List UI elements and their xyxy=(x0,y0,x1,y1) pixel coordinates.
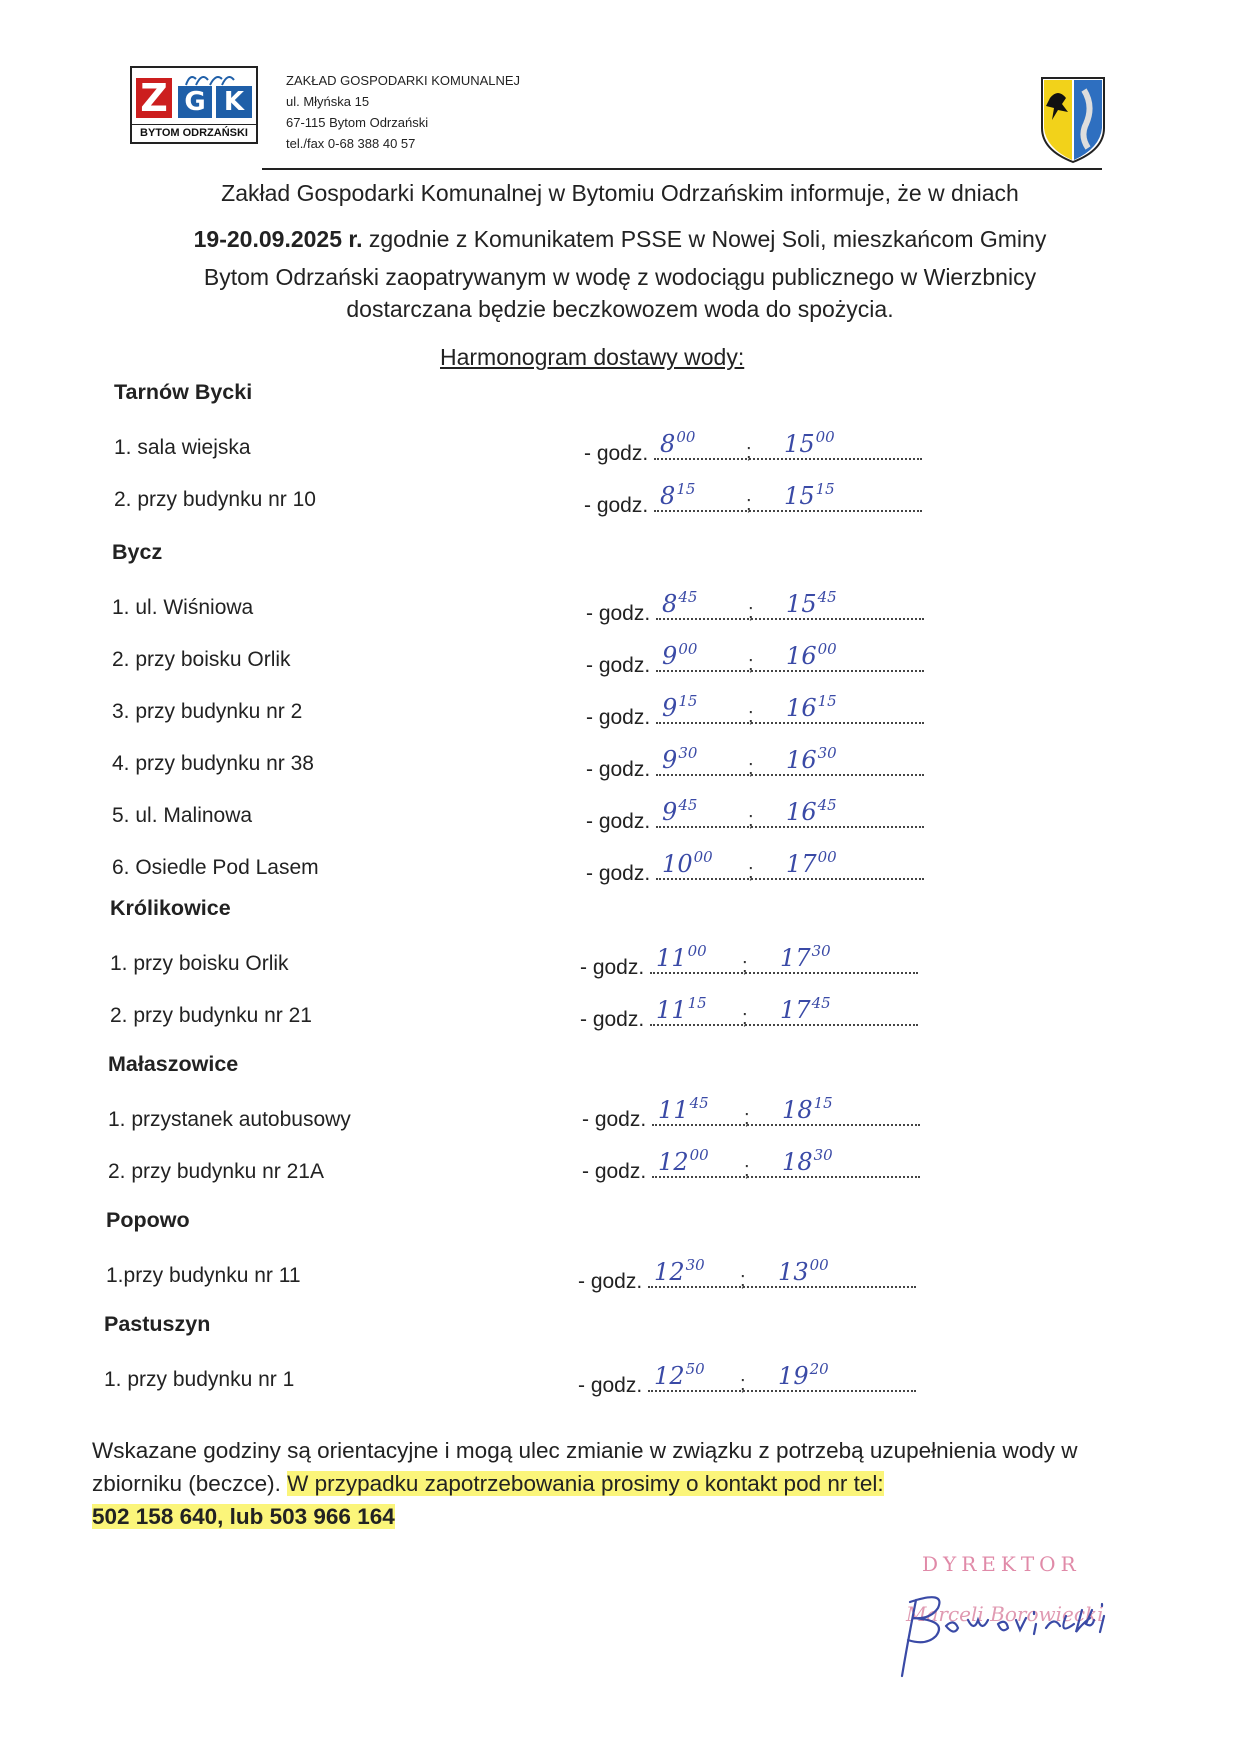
time-to: $15^{00}$ xyxy=(784,428,835,458)
time-line xyxy=(652,1146,920,1181)
town-heading: Popowo xyxy=(106,1208,190,1232)
intro-line-3: Bytom Odrzański zaopatrywanym w wodę z wodociągu publicznego w Wierzbnicy xyxy=(203,264,1037,290)
city: 67-115 Bytom Odrzański xyxy=(286,115,429,130)
time-to: $16^{15}$ xyxy=(786,692,837,722)
time-separator: ; xyxy=(742,955,748,977)
stop-label: 1. przy boisku Orlik xyxy=(110,952,289,975)
time-from: $8^{00}$ xyxy=(660,428,696,458)
time-to: $15^{15}$ xyxy=(784,480,835,510)
godz-label: - godz. xyxy=(578,1374,643,1397)
time-to: $15^{45}$ xyxy=(786,588,837,618)
stop-label: 6. Osiedle Pod Lasem xyxy=(112,856,319,879)
company-name: ZAKŁAD GOSPODARKI KOMUNALNEJ xyxy=(286,73,521,88)
coat-of-arms-icon xyxy=(1040,76,1106,164)
time-separator: ; xyxy=(748,757,754,779)
godz-label: - godz. xyxy=(582,1160,647,1183)
time-from: $10^{00}$ xyxy=(662,848,713,878)
handwritten-signature xyxy=(886,1580,1136,1680)
delivery-time xyxy=(578,1256,916,1294)
town-heading: Bycz xyxy=(112,540,163,564)
time-separator: ; xyxy=(748,705,754,727)
time-separator: ; xyxy=(744,1107,750,1129)
stop-label: 1. przy budynku nr 1 xyxy=(104,1368,295,1391)
time-to: $16^{00}$ xyxy=(786,640,837,670)
godz-label: - godz. xyxy=(584,442,649,465)
time-from: $8^{45}$ xyxy=(662,588,698,618)
note xyxy=(92,1434,1107,1533)
time-line xyxy=(652,1094,920,1129)
schedule-title: Harmonogram dostawy wody: xyxy=(440,344,745,370)
time-from: $9^{00}$ xyxy=(662,640,698,670)
logo-letter-g: G xyxy=(178,86,212,118)
time-line xyxy=(656,848,924,883)
time-line xyxy=(656,640,924,675)
time-to: $19^{20}$ xyxy=(778,1360,829,1390)
street: ul. Młyńska 15 xyxy=(286,94,370,109)
stop-label: 4. przy budynku nr 38 xyxy=(112,752,314,775)
time-line xyxy=(654,428,922,463)
stop-label: 3. przy budynku nr 2 xyxy=(112,700,303,723)
time-line xyxy=(648,1256,916,1291)
logo-subtitle: BYTOM ODRZAŃSKI xyxy=(132,124,256,141)
time-from: $11^{00}$ xyxy=(656,942,707,972)
time-separator: ; xyxy=(746,441,752,463)
time-line xyxy=(648,1360,916,1395)
delivery-time xyxy=(584,480,922,518)
stop-label: 1. sala wiejska xyxy=(114,436,251,459)
town-heading: Królikowice xyxy=(110,896,231,920)
time-separator: ; xyxy=(742,1007,748,1029)
time-separator: ; xyxy=(748,861,754,883)
director-title: DYREKTOR xyxy=(922,1552,1081,1576)
time-separator: ; xyxy=(746,493,752,515)
time-to: $16^{45}$ xyxy=(786,796,837,826)
delivery-date: 19-20.09.2025 r. xyxy=(193,226,363,252)
delivery-time xyxy=(586,588,924,626)
director-name: Marceli Borowiecki xyxy=(906,1602,1104,1626)
delivery-time xyxy=(586,692,924,730)
phone-fax: tel./fax 0-68 388 40 57 xyxy=(286,136,416,151)
town-heading: Tarnów Bycki xyxy=(114,380,253,404)
logo-letter-z: Z xyxy=(136,78,172,118)
time-from: $8^{15}$ xyxy=(660,480,696,510)
time-to: $17^{00}$ xyxy=(786,848,837,878)
godz-label: - godz. xyxy=(578,1270,643,1293)
time-to: $13^{00}$ xyxy=(778,1256,829,1286)
fountain-icon xyxy=(182,72,252,86)
delivery-time xyxy=(580,942,918,980)
time-to: $17^{45}$ xyxy=(780,994,831,1024)
time-line xyxy=(650,942,918,977)
address-block xyxy=(286,70,520,154)
delivery-time xyxy=(586,640,924,678)
delivery-time xyxy=(582,1146,920,1184)
delivery-time xyxy=(584,428,922,466)
stop-label: 1. ul. Wiśniowa xyxy=(112,596,254,619)
time-separator: ; xyxy=(744,1159,750,1181)
stop-label: 5. ul. Malinowa xyxy=(112,804,253,827)
time-separator: ; xyxy=(740,1269,746,1291)
delivery-time xyxy=(586,744,924,782)
stop-label: 2. przy budynku nr 21A xyxy=(108,1160,324,1183)
town-heading: Pastuszyn xyxy=(104,1312,211,1336)
intro-line-1: Zakład Gospodarki Komunalnej w Bytomiu Odrzańskim informuje, że w dniach xyxy=(221,180,1019,206)
time-from: $9^{45}$ xyxy=(662,796,698,826)
time-line xyxy=(650,994,918,1029)
note-text: Wskazane godziny są orientacyjne i mogą ulec zmianie w związku z potrzebą uzupełnienia wody w zbiorniku (beczce). xyxy=(92,1438,1078,1496)
stop-label: 2. przy budynku nr 21 xyxy=(110,1004,312,1027)
time-from: $11^{45}$ xyxy=(658,1094,709,1124)
time-to: $18^{15}$ xyxy=(782,1094,833,1124)
time-line xyxy=(656,796,924,831)
time-from: $9^{30}$ xyxy=(662,744,698,774)
godz-label: - godz. xyxy=(580,956,645,979)
time-line xyxy=(656,744,924,779)
logo-letter-k: K xyxy=(216,86,252,118)
time-line xyxy=(656,588,924,623)
godz-label: - godz. xyxy=(586,758,651,781)
time-to: $16^{30}$ xyxy=(786,744,837,774)
delivery-time xyxy=(578,1360,916,1398)
godz-label: - godz. xyxy=(586,810,651,833)
town-heading: Małaszowice xyxy=(108,1052,239,1076)
godz-label: - godz. xyxy=(582,1108,647,1131)
time-to: $17^{30}$ xyxy=(780,942,831,972)
godz-label: - godz. xyxy=(584,494,649,517)
intro-line-2: 19-20.09.2025 r. zgodnie z Komunikatem PSSE w Nowej Soli, mieszkańcom Gminy xyxy=(193,226,1047,252)
time-from: $11^{15}$ xyxy=(656,994,707,1024)
intro-line-4: dostarczana będzie beczkowozem woda do spożycia. xyxy=(346,296,894,322)
time-separator: ; xyxy=(740,1373,746,1395)
header-rule xyxy=(262,168,1102,170)
godz-label: - godz. xyxy=(580,1008,645,1031)
delivery-time xyxy=(580,994,918,1032)
time-line xyxy=(656,692,924,727)
stop-label: 2. przy budynku nr 10 xyxy=(114,488,316,511)
time-line xyxy=(654,480,922,515)
time-separator: ; xyxy=(748,653,754,675)
stop-label: 1. przystanek autobusowy xyxy=(108,1108,351,1131)
zgk-logo xyxy=(130,66,258,144)
stop-label: 1.przy budynku nr 11 xyxy=(106,1264,301,1287)
delivery-time xyxy=(586,848,924,886)
delivery-time xyxy=(582,1094,920,1132)
godz-label: - godz. xyxy=(586,862,651,885)
godz-label: - godz. xyxy=(586,706,651,729)
godz-label: - godz. xyxy=(586,602,651,625)
contact-highlight: W przypadku zapotrzebowania prosimy o kontakt pod nr tel: xyxy=(287,1471,884,1496)
godz-label: - godz. xyxy=(586,654,651,677)
time-from: $12^{00}$ xyxy=(658,1146,709,1176)
time-from: $12^{50}$ xyxy=(654,1360,705,1390)
time-from: $9^{15}$ xyxy=(662,692,698,722)
stop-label: 2. przy boisku Orlik xyxy=(112,648,291,671)
time-from: $12^{30}$ xyxy=(654,1256,705,1286)
time-to: $18^{30}$ xyxy=(782,1146,833,1176)
delivery-time xyxy=(586,796,924,834)
time-separator: ; xyxy=(748,809,754,831)
contact-phones: 502 158 640, lub 503 966 164 xyxy=(92,1504,395,1529)
time-separator: ; xyxy=(748,601,754,623)
